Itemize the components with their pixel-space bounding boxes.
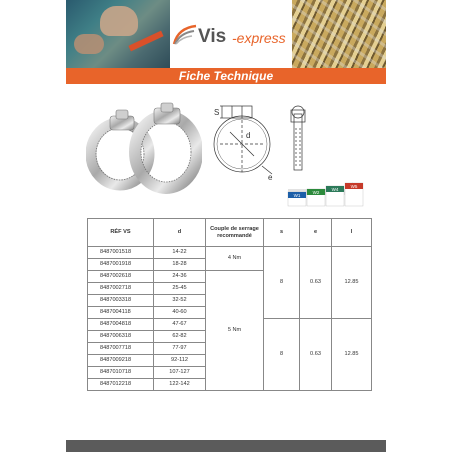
title-band bbox=[66, 68, 386, 84]
spec-table bbox=[87, 218, 372, 391]
cell-ref: 8487010718 bbox=[88, 367, 154, 379]
cell-ref: 8487004818 bbox=[88, 319, 154, 331]
cell-e: 0.63 bbox=[300, 247, 332, 319]
cell-d: 107-127 bbox=[154, 367, 206, 379]
screws-photo bbox=[292, 0, 386, 68]
scale-step-label: W1 bbox=[293, 193, 301, 198]
label-d: d bbox=[246, 131, 251, 140]
cell-ref: 8487002718 bbox=[88, 283, 154, 295]
cell-d: 40-60 bbox=[154, 307, 206, 319]
cell-l: 12.85 bbox=[332, 319, 372, 391]
hose-clamps-image bbox=[86, 100, 202, 198]
brand-name: Vis bbox=[198, 26, 227, 47]
cell-s: 8 bbox=[264, 319, 300, 391]
header-ref: RÉF VS bbox=[88, 219, 154, 247]
material-grade-scale bbox=[282, 180, 376, 208]
cell-d: 62-82 bbox=[154, 331, 206, 343]
footer-bar bbox=[66, 440, 386, 452]
cell-ref: 8487003318 bbox=[88, 295, 154, 307]
scale-step-label: W5 bbox=[350, 184, 358, 189]
header-d: d bbox=[154, 219, 206, 247]
cell-ref: 8487001918 bbox=[88, 259, 154, 271]
cell-d: 122-142 bbox=[154, 379, 206, 391]
scale-step-label: W4 bbox=[331, 187, 339, 192]
brand-suffix: -express bbox=[232, 30, 286, 46]
cell-d: 92-112 bbox=[154, 355, 206, 367]
cell-d: 32-52 bbox=[154, 295, 206, 307]
cell-ref: 8487006318 bbox=[88, 331, 154, 343]
cell-s: 8 bbox=[264, 247, 300, 319]
cell-ref: 8487001518 bbox=[88, 247, 154, 259]
brand-swoosh-icon bbox=[172, 24, 198, 46]
header-torque: Couple de serrage recommandé bbox=[206, 219, 264, 247]
cell-d: 25-45 bbox=[154, 283, 206, 295]
cell-d: 77-97 bbox=[154, 343, 206, 355]
header-l: l bbox=[332, 219, 372, 247]
table-header-row bbox=[88, 219, 372, 247]
cell-d: 14-22 bbox=[154, 247, 206, 259]
page-title: Fiche Technique bbox=[178, 69, 274, 83]
cell-l: 12.85 bbox=[332, 247, 372, 319]
cell-torque: 4 Nm bbox=[206, 247, 264, 271]
table-row bbox=[88, 247, 372, 259]
header-e: e bbox=[300, 219, 332, 247]
cell-torque: 5 Nm bbox=[206, 271, 264, 391]
label-e: e bbox=[268, 173, 273, 182]
cell-ref: 8487012218 bbox=[88, 379, 154, 391]
label-s: S bbox=[214, 108, 220, 117]
scale-step-label: W2 bbox=[312, 190, 320, 195]
cell-d: 24-36 bbox=[154, 271, 206, 283]
cell-e: 0.63 bbox=[300, 319, 332, 391]
cell-d: 47-67 bbox=[154, 319, 206, 331]
cell-ref: 8487002618 bbox=[88, 271, 154, 283]
header-s: s bbox=[264, 219, 300, 247]
cell-ref: 8487007718 bbox=[88, 343, 154, 355]
hands-tools-photo bbox=[66, 0, 170, 68]
technical-drawing bbox=[206, 98, 326, 182]
cell-d: 18-28 bbox=[154, 259, 206, 271]
cell-ref: 8487009218 bbox=[88, 355, 154, 367]
cell-ref: 8487004118 bbox=[88, 307, 154, 319]
